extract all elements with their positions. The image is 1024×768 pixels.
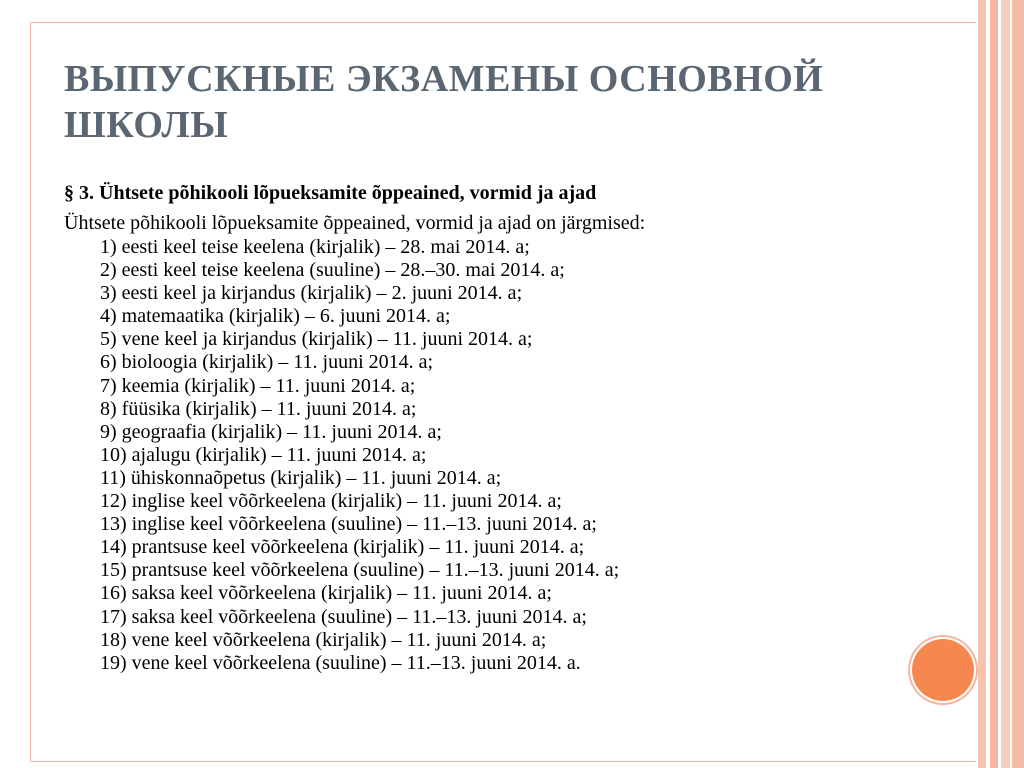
list-item: 3) eesti keel ja kirjandus (kirjalik) – 2. juuni 2014. a; [100, 282, 523, 305]
list-item: 16) saksa keel võõrkeelena (kirjalik) – 11. juuni 2014. a; [100, 582, 552, 605]
list-item: 15) prantsuse keel võõrkeelena (suuline) – 11.–13. juuni 2014. a; [100, 559, 620, 582]
list-item: 5) vene keel ja kirjandus (kirjalik) – 11. juuni 2014. a; [100, 328, 533, 351]
list-item: 13) inglise keel võõrkeelena (suuline) – 11.–13. juuni 2014. a; [100, 513, 597, 536]
list-item: 14) prantsuse keel võõrkeelena (kirjalik) – 11. juuni 2014. a; [100, 536, 585, 559]
list-item: 7) keemia (kirjalik) – 11. juuni 2014. a; [100, 374, 416, 397]
list-item: 1) eesti keel teise keelena (kirjalik) – 28. mai 2014. a; [100, 236, 530, 258]
section-heading: § 3. Ühtsete põhikooli lõpueksamite õppeained, vormid ja ajad [64, 182, 597, 204]
decorative-stripe [1001, 0, 1010, 768]
slide-title: ВЫПУСКНЫЕ ЭКЗАМЕНЫ ОСНОВНОЙ ШКОЛЫ [64, 58, 824, 146]
intro-text: Ühtsete põhikooli lõpueksamite õppeained, vormid ja ajad on järgmised: [64, 212, 646, 234]
list-item: 2) eesti keel teise keelena (suuline) – 28.–30. mai 2014. a; [100, 259, 565, 282]
list-item: 9) geograafia (kirjalik) – 11. juuni 2014. a; [100, 420, 442, 443]
list-item: 18) vene keel võõrkeelena (kirjalik) – 11. juuni 2014. a; [100, 628, 547, 651]
list-item: 10) ajalugu (kirjalik) – 11. juuni 2014. a; [100, 443, 427, 466]
decorative-stripe [978, 0, 986, 768]
decorative-stripe [1012, 0, 1024, 768]
decorative-stripe [990, 0, 998, 768]
exam-list [100, 236, 619, 675]
list-item: 19) vene keel võõrkeelena (suuline) – 11.–13. juuni 2014. a. [100, 651, 581, 674]
list-item: 4) matemaatika (kirjalik) – 6. juuni 2014. a; [100, 305, 451, 328]
orange-circle-decoration [912, 639, 974, 701]
list-item: 11) ühiskonnaõpetus (kirjalik) – 11. juuni 2014. a; [100, 466, 502, 489]
list-item: 17) saksa keel võõrkeelena (suuline) – 11.–13. juuni 2014. a; [100, 605, 587, 628]
list-item: 12) inglise keel võõrkeelena (kirjalik) – 11. juuni 2014. a; [100, 490, 562, 513]
list-item: 6) bioloogia (kirjalik) – 11. juuni 2014. a; [100, 351, 434, 374]
list-item: 8) füüsika (kirjalik) – 11. juuni 2014. a; [100, 397, 417, 420]
